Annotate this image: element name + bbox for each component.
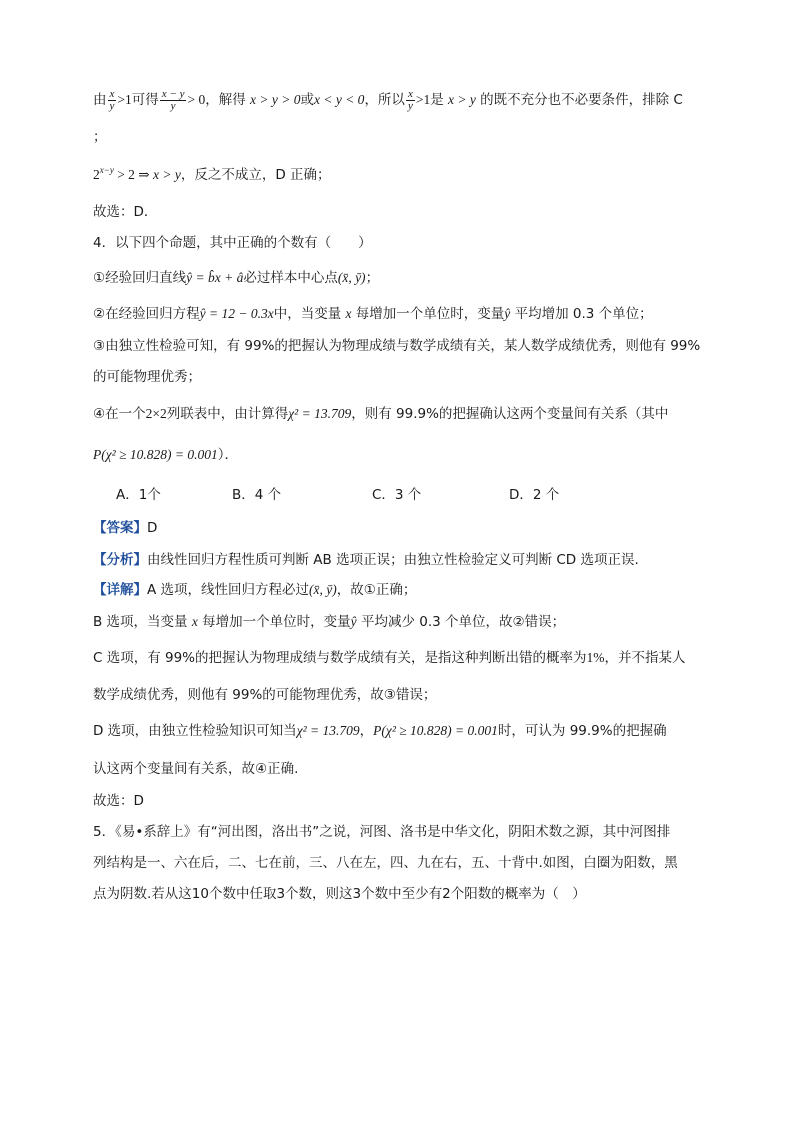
- q3-text: 或: [300, 92, 314, 108]
- fraction-x-over-y: $\frac{x}{y}$: [109, 87, 115, 112]
- q4-statement-4-cont: P(χ² ≥ 10.828) = 0.001）．: [93, 447, 238, 463]
- math-inline: ŷ: [350, 614, 357, 629]
- math-inline: x: [345, 306, 352, 321]
- q4-detail-3-line-1: C 选项，有 99%的把握认为物理成绩与数学成绩有关，是指这种判断出错的概率为1%，并不指某人: [93, 650, 686, 666]
- math-inline: P(χ² ≥ 10.828) = 0.001: [373, 723, 498, 738]
- q3-text: > 0，解得: [187, 92, 246, 107]
- q4-statement-2: ②在经验回归方程ŷ = 12 − 0.3x中，当变量 x 每增加一个单位时，变量ŷ 平均增加 0.3 个单位；: [93, 306, 653, 322]
- math-inline: x > y: [448, 92, 476, 107]
- math-inline: 1%: [586, 650, 605, 665]
- q3-text: ，反之不成立，D 正确；: [180, 167, 331, 183]
- math-inline: ŷ = 12 − 0.3x: [199, 306, 274, 321]
- option-a: A．1个: [116, 487, 161, 503]
- q4-statement-3-line-1: ③由独立性检验可知，有 99%的把握认为物理成绩与数学成绩有关，某人数学成绩优秀，则他有 99%: [93, 338, 701, 354]
- math-inline: x < y < 0: [313, 92, 365, 107]
- math-inline: ŷ: [504, 306, 511, 321]
- q4-detail-2: B 选项，当变量 x 每增加一个单位时，变量ŷ 平均减少 0.3 个单位，故②错误；: [93, 614, 566, 630]
- fraction-x-minus-y-over-y: $\frac{x - y}{y}$: [161, 87, 185, 112]
- math-inline: ŷ = b̂x + â: [186, 270, 244, 285]
- math-inline: χ² = 13.709: [288, 406, 352, 421]
- analysis-tag: 【分析】: [93, 552, 147, 568]
- q3-semicolon: ；: [93, 129, 107, 145]
- q4-answer: 【答案】D: [93, 520, 158, 536]
- q5-line-2: 列结构是一、六在后，二、七在前，三、八在左，四、九在右，五、十背中.如图，白圈为阳数，黑: [93, 855, 678, 871]
- q4-analysis: 【分析】由线性回归方程性质可判断 AB 选项正误；由独立性检验定义可判断 CD 选项正误.: [93, 552, 639, 568]
- q3-line-1: [93, 88, 683, 112]
- q3-text: 由: [93, 92, 107, 108]
- q4-detail-1: 【详解】A 选项，线性回归方程必过(x̄, ȳ)，故①正确；: [93, 582, 417, 598]
- math-superscript: x−y: [99, 165, 114, 175]
- q4-statement-3-line-2: 的可能物理优秀；: [93, 369, 201, 385]
- q4-statement-1: ①经验回归直线ŷ = b̂x + â必过样本中心点(x̄, ȳ)；: [93, 270, 380, 286]
- answer-tag: 【答案】: [93, 520, 147, 536]
- option-b: B．4 个: [232, 487, 282, 503]
- q3-text: 的既不充分也不必要条件，排除 C: [480, 92, 683, 108]
- q3-answer: 故选：D．: [93, 204, 158, 220]
- option-d: D．2 个: [509, 487, 560, 503]
- option-c: C．3 个: [372, 487, 422, 503]
- q3-text: ，所以: [364, 92, 405, 108]
- math-inline: 2×2: [145, 406, 167, 421]
- math-inline: (x̄, ȳ): [337, 270, 366, 285]
- q3-line-2: [93, 163, 331, 183]
- math-inline: (x̄, ȳ): [309, 582, 337, 597]
- q4-statement-4: ④在一个2×2列联表中，由计算得χ² = 13.709，则有 99.9%的把握确认这两个变量间有关系（其中: [93, 406, 669, 422]
- q3-text: >1可得: [117, 92, 159, 107]
- fraction-x-over-y: $\frac{x}{y}$: [407, 87, 413, 112]
- math-inline: χ² = 13.709: [296, 723, 360, 738]
- q4-detail-4: D 选项，由独立性检验知识可知当χ² = 13.709，P(χ² ≥ 10.828) = 0.001时，可认为 99.9%的把握确: [93, 723, 667, 739]
- math-inline: P(χ² ≥ 10.828) = 0.001: [93, 447, 218, 462]
- q4-detail-3-line-2: 数学成绩优秀，则他有 99%的可能物理优秀，故③错误；: [93, 687, 437, 703]
- q4-final: 故选：D: [93, 793, 144, 809]
- q5-line-3: 点为阴数.若从这10个数中任取3个数，则这3个数中至少有2个阳数的概率为（ ）: [93, 886, 586, 902]
- math-inline: 2: [93, 167, 100, 182]
- q4-detail-4-line-2: 认这两个变量间有关系，故④正确.: [93, 761, 299, 777]
- math-inline: > 2 ⇒: [113, 167, 153, 182]
- math-inline: x > y: [153, 167, 181, 182]
- math-inline: x > y > 0: [250, 92, 301, 107]
- q5-line-1: 5．《易•系辞上》有“河出图，洛出书”之说，河图、洛书是中华文化，阴阳术数之源，其中河图排: [93, 824, 671, 840]
- math-inline: x: [191, 614, 198, 629]
- q4-stem: 4．以下四个命题，其中正确的个数有（ ）: [93, 235, 372, 251]
- detail-tag: 【详解】: [93, 582, 147, 598]
- q3-text: >1是: [415, 92, 444, 107]
